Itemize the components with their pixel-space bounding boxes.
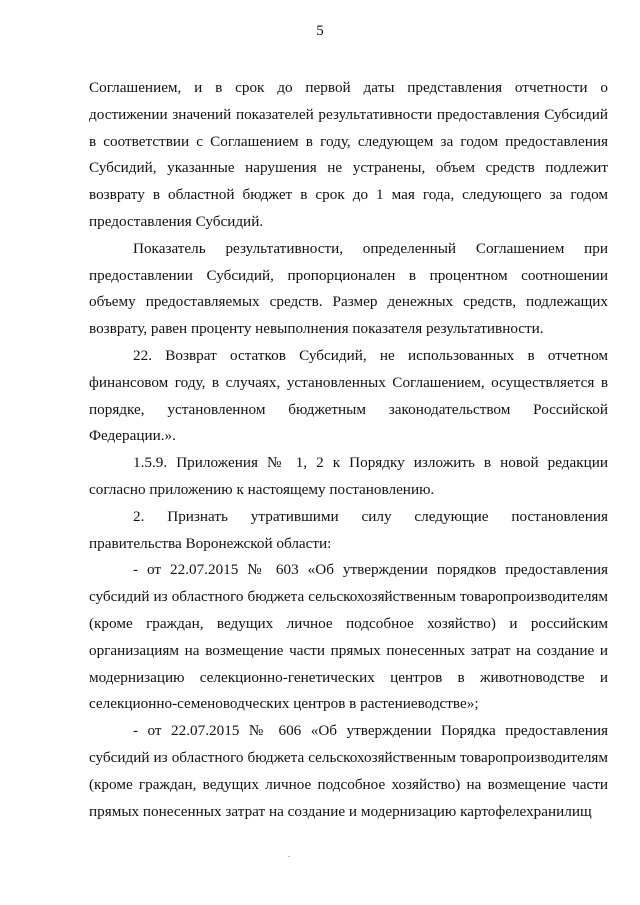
paragraph-item-1-5-9: 1.5.9. Приложения № 1, 2 к Порядку изложить в новой редакции согласно приложению к настоящему постановлению. (89, 454, 608, 498)
paragraph-indicator: Показатель результативности, определенный Соглашением при предоставлении Субсидий, пропорционален в процентном соотношении объему предоставляемых средств. Размер денежных средств, подлежащих возврату, равен проценту невыполнения показателя результативности. (89, 239, 608, 338)
paragraph-item-2: 2. Признать утратившими силу следующие постановления правительства Воронежской области: (89, 507, 608, 552)
scan-speck (288, 856, 290, 857)
paragraph-item-22: 22. Возврат остатков Субсидий, не использованных в отчетном финансовом году, в случаях, установленных Соглашением, осуществляется в порядке, установленном бюджетным законодательством Российской Федерации.». (89, 346, 608, 445)
paragraph-decree-606: - от 22.07.2015 № 606 «Об утверждении Порядка предоставления субсидий из областного бюджета сельскохозяйственным товаропроизводителям (кроме граждан, ведущих личное подсобное хозяйство) на возмещение части прямых понесенных затрат на создание и модернизацию картофелехранилищ (89, 722, 608, 820)
paragraph-decree-603: - от 22.07.2015 № 603 «Об утверждении порядков предоставления субсидий из областного бюджета сельскохозяйственным товаропроизводителям (кроме граждан, ведущих личное подсобное хозяйство) и российским организациям на возмещение части прямых понесенных затрат на создание и модернизацию селекционно-генетических центров в животноводстве и селекционно-семеноводческих центров в растениеводстве»; (89, 561, 608, 713)
document-body (89, 75, 608, 825)
paragraph-continuation: Соглашением, и в срок до первой даты представления отчетности о достижении значений показателей результативности предоставления Субсидий в соответствии с Соглашением в году, следующем за годом предоставления Субсидий, указанные нарушения не устранены, объем средств подлежит возврату в областной бюджет в срок до 1 мая года, следующего за годом предоставления Субсидий. (89, 79, 608, 230)
page-number: 5 (316, 23, 324, 39)
